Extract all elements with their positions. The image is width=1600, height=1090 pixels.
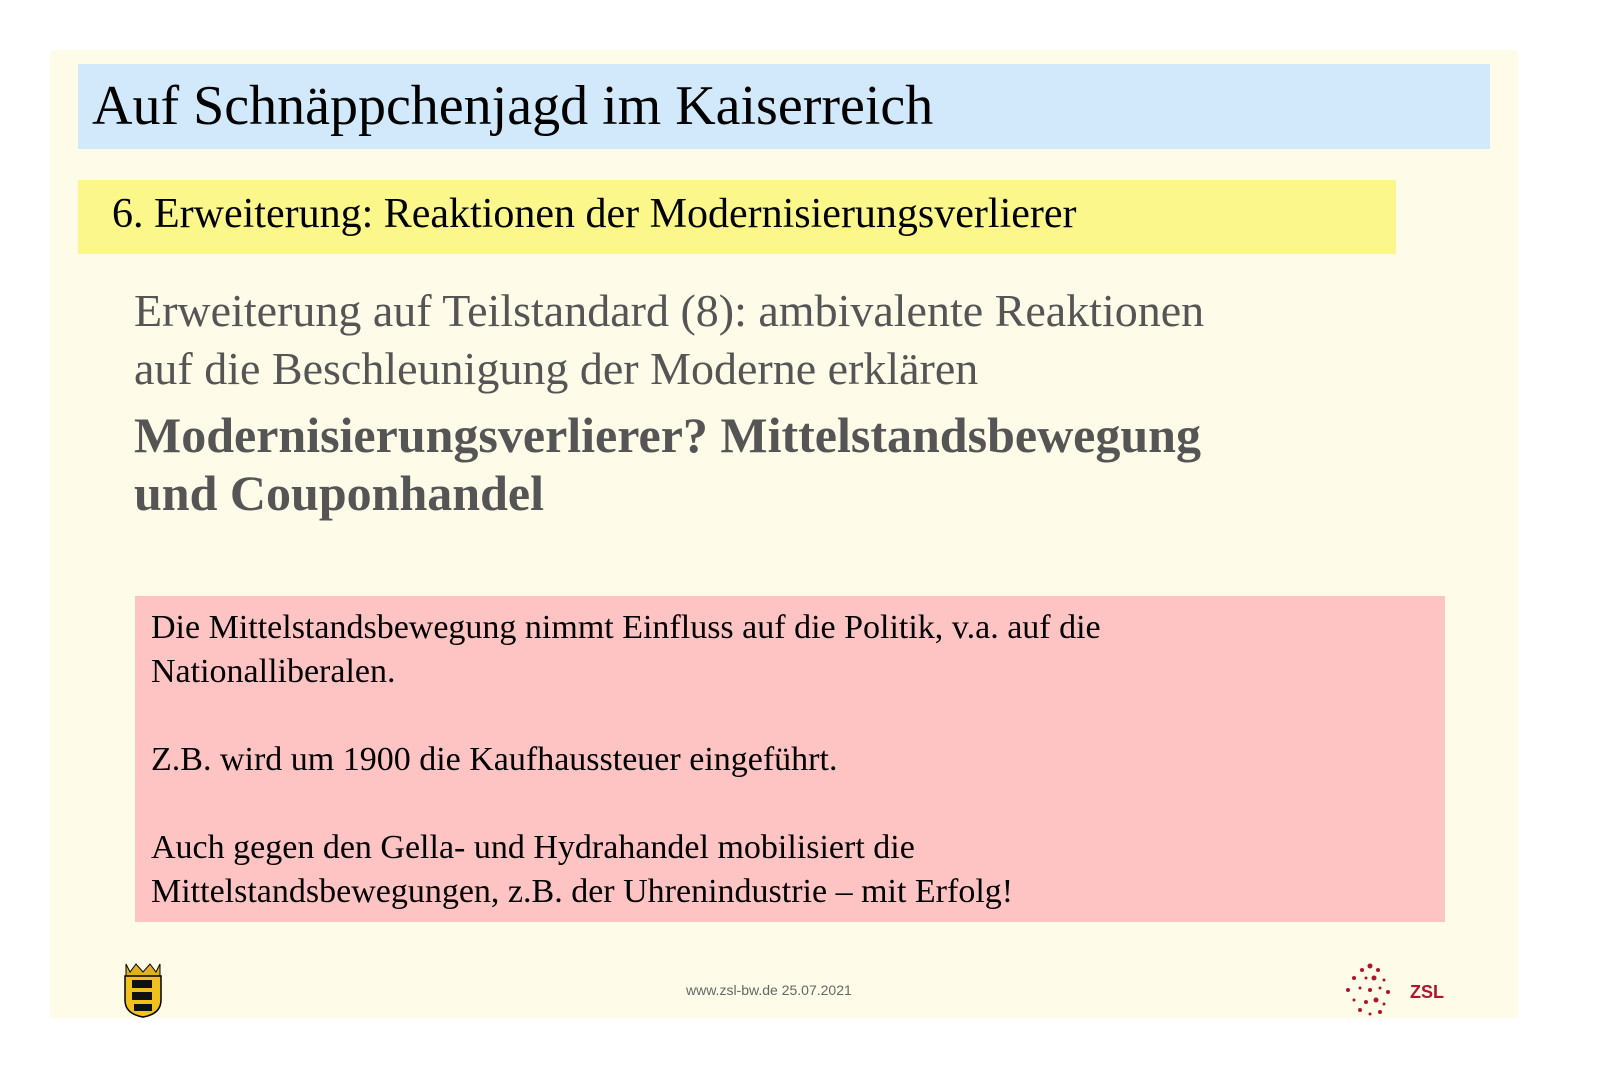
lead-line: Erweiterung auf Teilstandard (8): ambivalente Reaktionen <box>134 285 1205 336</box>
title-bar <box>78 64 1490 149</box>
heading-line: und Couponhandel <box>134 465 544 521</box>
box-line: Auch gegen den Gella- und Hydrahandel mobilisiert die <box>151 829 915 866</box>
slide-title: Auf Schnäppchenjagd im Kaiserreich <box>92 75 934 137</box>
subtitle-bar <box>78 180 1396 254</box>
zsl-logo <box>1340 960 1460 1020</box>
box-line: Nationalliberalen. <box>151 653 396 690</box>
slide-subtitle: 6. Erweiterung: Reaktionen der Modernisierungsverlierer <box>112 191 1077 237</box>
box-line: Die Mittelstandsbewegung nimmt Einfluss auf die Politik, v.a. auf die <box>151 609 1101 646</box>
zsl-logo-text: ZSL <box>1410 982 1444 1002</box>
footer-text: www.zsl-bw.de 25.07.2021 <box>686 982 852 998</box>
box-line: Z.B. wird um 1900 die Kaufhaussteuer eingeführt. <box>151 741 838 778</box>
section-heading <box>134 406 1201 522</box>
lead-text <box>134 282 1204 398</box>
box-line: Mittelstandsbewegungen, z.B. der Uhrenindustrie – mit Erfolg! <box>151 873 1014 910</box>
coat-of-arms-icon <box>122 962 164 1018</box>
slide <box>50 50 1518 1018</box>
heading-line: Modernisierungsverlierer? Mittelstandsbewegung <box>134 407 1201 463</box>
info-box <box>135 596 1445 922</box>
lead-line: auf die Beschleunigung der Moderne erklären <box>134 343 979 394</box>
